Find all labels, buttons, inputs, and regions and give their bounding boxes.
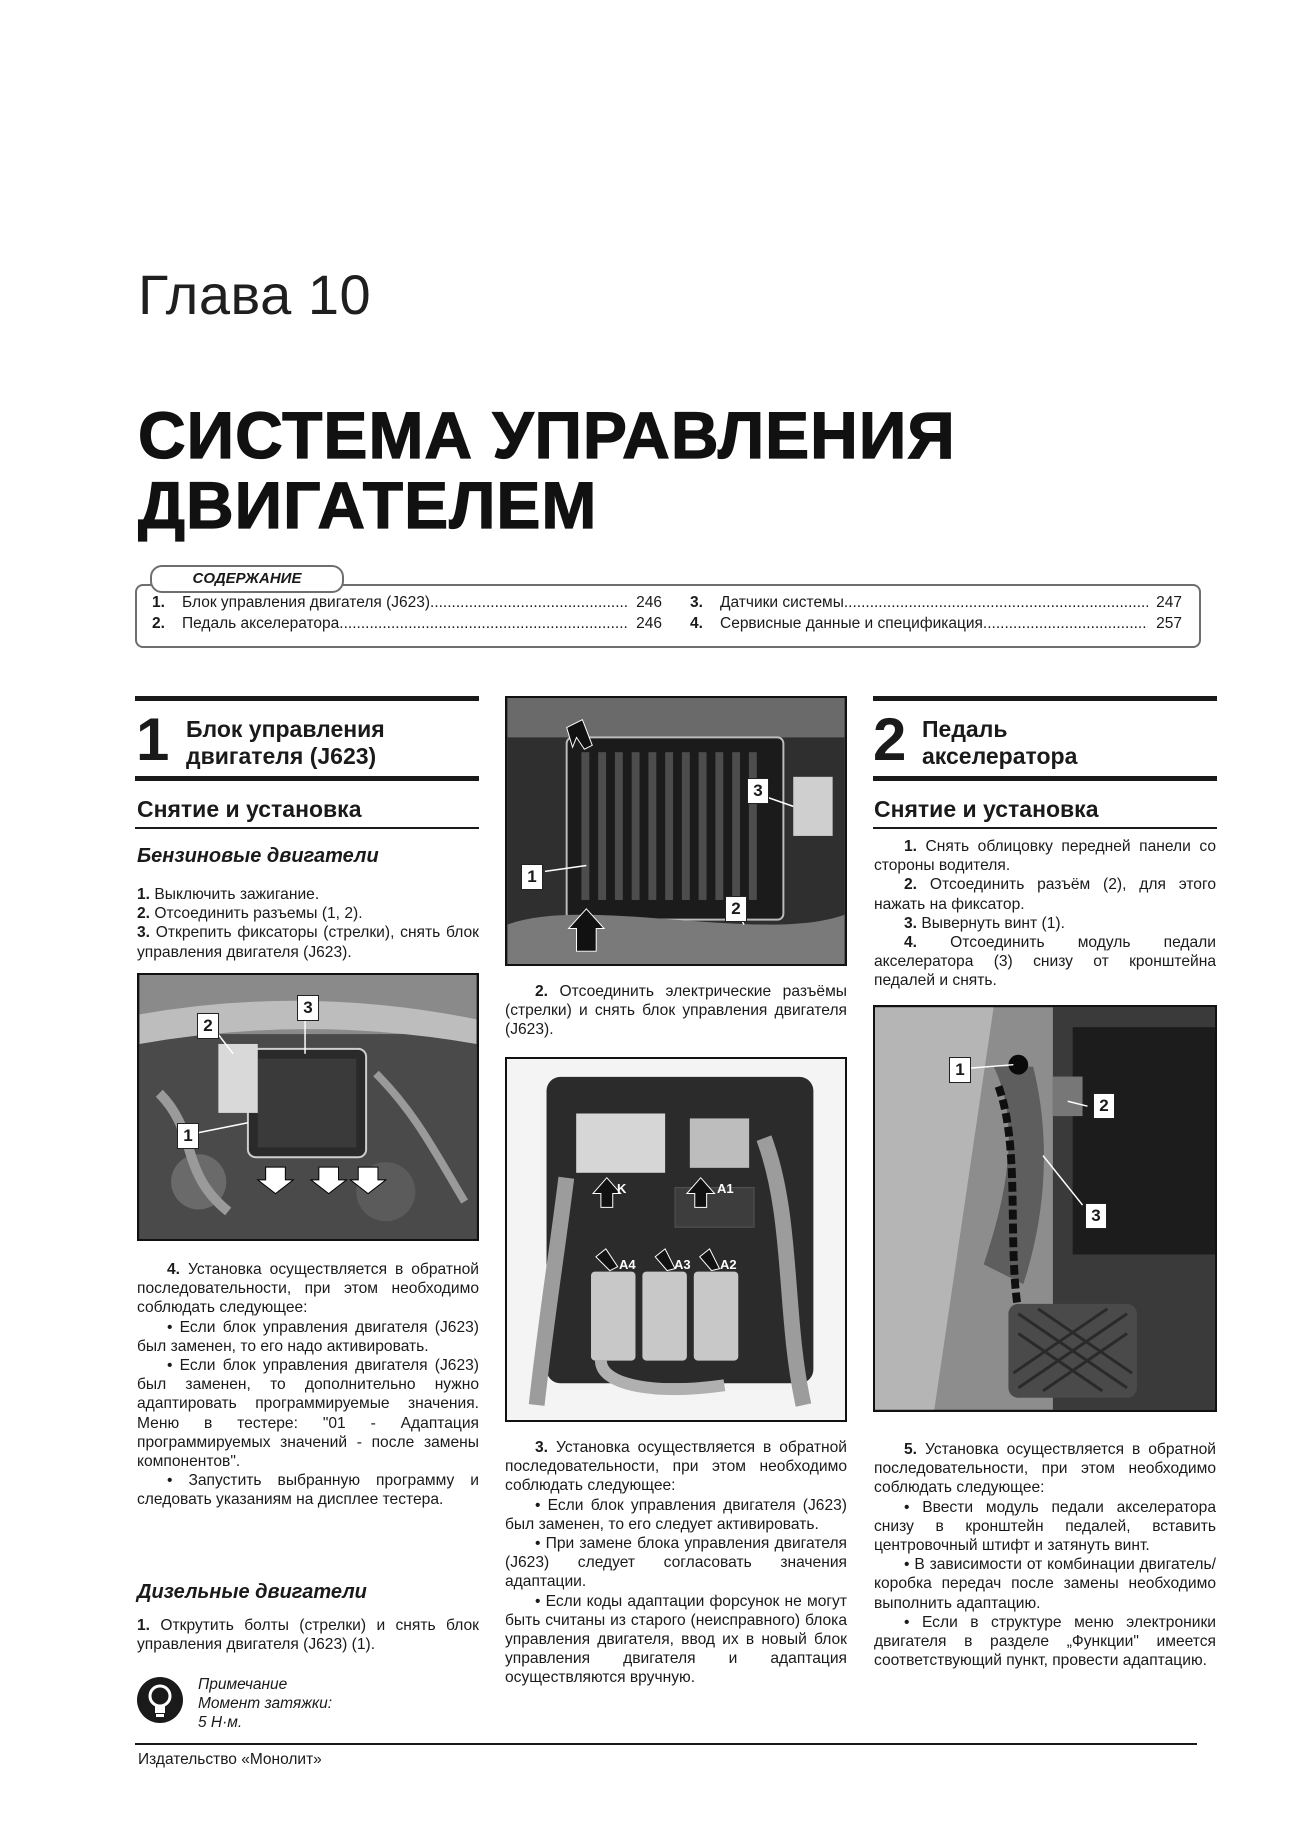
connector-label-a1: A1 — [717, 1181, 734, 1196]
toc-text: Педаль акселератора — [182, 615, 340, 632]
section-number: 1 — [136, 706, 170, 773]
step-text: Открутить болты (стрелки) и снять блок управления двигателя (J623) (1). — [137, 1617, 479, 1654]
toc-page: 246 — [636, 594, 662, 611]
toc-item[interactable] — [152, 615, 662, 633]
bullet: • Ввести модуль педали акселератора снизу в кронштейн педалей, вставить центровочный штифт и затянуть винт. — [874, 1498, 1216, 1555]
note — [198, 1675, 332, 1732]
step-text: Отсоединить разъём (2), для этого нажать на фиксатор. — [874, 876, 1216, 913]
photo-pedal — [873, 1005, 1217, 1412]
page-title — [138, 400, 956, 540]
title-line-2: ДВИГАТЕЛЕМ — [138, 468, 598, 542]
install-notes-mid — [505, 1438, 847, 1688]
section-title-line: Блок управления — [186, 716, 385, 742]
lightbulb-icon — [137, 1677, 183, 1723]
section-number: 2 — [873, 706, 907, 773]
diesel-step — [137, 1616, 479, 1654]
toc-num: 2. — [152, 615, 165, 632]
step-num: 3. — [137, 924, 151, 942]
step-num: 2. — [904, 876, 918, 894]
callout-1: 1 — [949, 1057, 971, 1083]
callout-3: 3 — [297, 995, 319, 1021]
step-text: Установка осуществляется в обратной последовательности, при этом необходимо соблюдать следующее: — [505, 1439, 848, 1495]
step-num: 3. — [535, 1439, 549, 1456]
section-rule — [135, 696, 479, 701]
step-text: Отсоединить электрические разъёмы (стрелки) и снять блок управления двигателя (J623). — [505, 983, 847, 1039]
bullet: • Если блок управления двигателя (J623) был заменен, то дополнительно нужно адаптировать программируемые значения. Меню в тестере: "01 - Адаптация программируемых значений - после замены компонентов". — [137, 1357, 479, 1471]
callout-3: 3 — [747, 778, 769, 804]
callout-3: 3 — [1085, 1203, 1107, 1229]
step-text: Снять облицовку передней панели со стороны водителя. — [874, 838, 1216, 875]
step-text: Установка осуществляется в обратной последовательности, при этом необходимо соблюдать следующее: — [874, 1441, 1217, 1497]
connector-label-a4: A4 — [619, 1257, 636, 1272]
toc-label: СОДЕРЖАНИЕ — [150, 565, 344, 593]
step-text: Отсоединить модуль педали акселератора (3) снизу от кронштейна педалей и снять. — [874, 934, 1216, 990]
callout-2: 2 — [1093, 1093, 1115, 1119]
section-rule — [135, 776, 479, 781]
step-num: 4. — [167, 1261, 181, 1278]
step-text: Отсоединить разъемы (1, 2). — [154, 905, 363, 923]
section-title-line: Педаль — [922, 716, 1008, 742]
toc-leader — [844, 594, 1148, 612]
bullet: • При замене блока управления двигателя (J623) следует согласовать значения адаптации. — [505, 1535, 847, 1591]
note-line: Момент затяжки: — [198, 1695, 333, 1712]
callout-1: 1 — [177, 1123, 199, 1149]
photo-ecu-top — [505, 696, 847, 966]
photo-ecu-connectors — [505, 1057, 847, 1422]
footer-rule — [135, 1743, 1197, 1745]
bullet: • В зависимости от комбинации двигатель/коробка передач после замены необходимо выполнить адаптацию. — [874, 1556, 1216, 1612]
callout-1: 1 — [521, 864, 543, 890]
steps-list — [137, 885, 479, 962]
toc-text: Блок управления двигателя (J623) — [182, 594, 431, 611]
toc-page: 247 — [1156, 594, 1182, 611]
toc-page: 257 — [1156, 615, 1182, 632]
bullet: • Если коды адаптации форсунок не могут быть считаны из старого (неисправного) блока управления двигателя, ввод их в новый блок управления двигателя и адаптация осуществляются вручную. — [505, 1592, 847, 1687]
caption-2 — [505, 982, 847, 1040]
photo-petrol-ecu — [137, 973, 479, 1241]
note-title: Примечание — [198, 1676, 288, 1693]
subsection-diesel: Дизельные двигатели — [137, 1581, 367, 1603]
step-num: 2. — [535, 983, 549, 1000]
toc-leader — [339, 615, 628, 633]
connector-label-k: K — [617, 1181, 627, 1196]
photo-ecu-top-image — [507, 698, 845, 964]
step-text: Открепить фиксаторы (стрелки), снять блок управления двигателя (J623). — [137, 924, 479, 961]
step-num: 3. — [904, 914, 918, 932]
toc-num: 4. — [690, 615, 703, 632]
bullet: • Если в структуре меню электроники двигателя в разделе „Функции" имеется соответствующий пункт, провести адаптацию. — [874, 1613, 1216, 1670]
step-num: 5. — [904, 1441, 918, 1458]
install-notes-pedal — [874, 1440, 1216, 1670]
step-num: 4. — [904, 934, 918, 952]
toc-leader — [983, 615, 1148, 633]
bullet: • Если блок управления двигателя (J623) был заменен, то его надо активировать. — [137, 1318, 479, 1355]
chapter-heading: Глава 10 — [138, 263, 372, 326]
bullet: • Запустить выбранную программу и следовать указаниям на дисплее тестера. — [137, 1472, 479, 1509]
divider — [873, 827, 1217, 829]
subsection-title: Снятие и установка — [874, 796, 1099, 822]
steps-list — [874, 837, 1216, 991]
divider — [135, 827, 479, 829]
step-num: 1. — [137, 1617, 151, 1634]
callout-2: 2 — [197, 1013, 219, 1039]
toc-item[interactable] — [152, 594, 662, 612]
bullet: • Если блок управления двигателя (J623) был заменен, то его следует активировать. — [505, 1496, 847, 1533]
toc-text: Сервисные данные и спецификация — [720, 615, 983, 632]
callout-2: 2 — [725, 896, 747, 922]
step-num: 2. — [137, 905, 151, 923]
photo-ecu-connectors-image — [507, 1059, 845, 1420]
section-rule — [873, 776, 1217, 781]
note-line: 5 Н·м. — [198, 1714, 243, 1731]
step-text: Вывернуть винт (1). — [921, 914, 1065, 932]
section-title — [922, 716, 1077, 770]
section-title — [186, 716, 385, 770]
toc-text: Датчики системы — [720, 594, 844, 611]
subsection-petrol: Бензиновые двигатели — [137, 845, 379, 867]
title-line-1: СИСТЕМА УПРАВЛЕНИЯ — [138, 398, 956, 472]
connector-label-a2: A2 — [720, 1257, 737, 1272]
step-num: 1. — [904, 838, 918, 855]
toc-num: 1. — [152, 594, 165, 611]
step-text: Выключить зажигание. — [154, 886, 320, 903]
install-notes — [137, 1260, 479, 1510]
section-title-line: двигателя (J623) — [186, 743, 377, 769]
step-text: Установка осуществляется в обратной последовательности, при этом необходимо соблюдать следующее: — [137, 1261, 480, 1317]
toc-leader — [430, 594, 628, 612]
toc-item[interactable] — [690, 594, 1182, 612]
section-title-line: акселератора — [922, 743, 1078, 769]
toc-num: 3. — [690, 594, 703, 611]
section-rule — [873, 696, 1217, 701]
step-num: 1. — [137, 886, 151, 903]
publisher-footer: Издательство «Монолит» — [138, 1751, 322, 1768]
connector-label-a3: A3 — [674, 1257, 691, 1272]
toc-page: 246 — [636, 615, 662, 632]
toc-item[interactable] — [690, 615, 1182, 633]
photo-pedal-image — [875, 1007, 1215, 1410]
subsection-title: Снятие и установка — [137, 796, 362, 822]
